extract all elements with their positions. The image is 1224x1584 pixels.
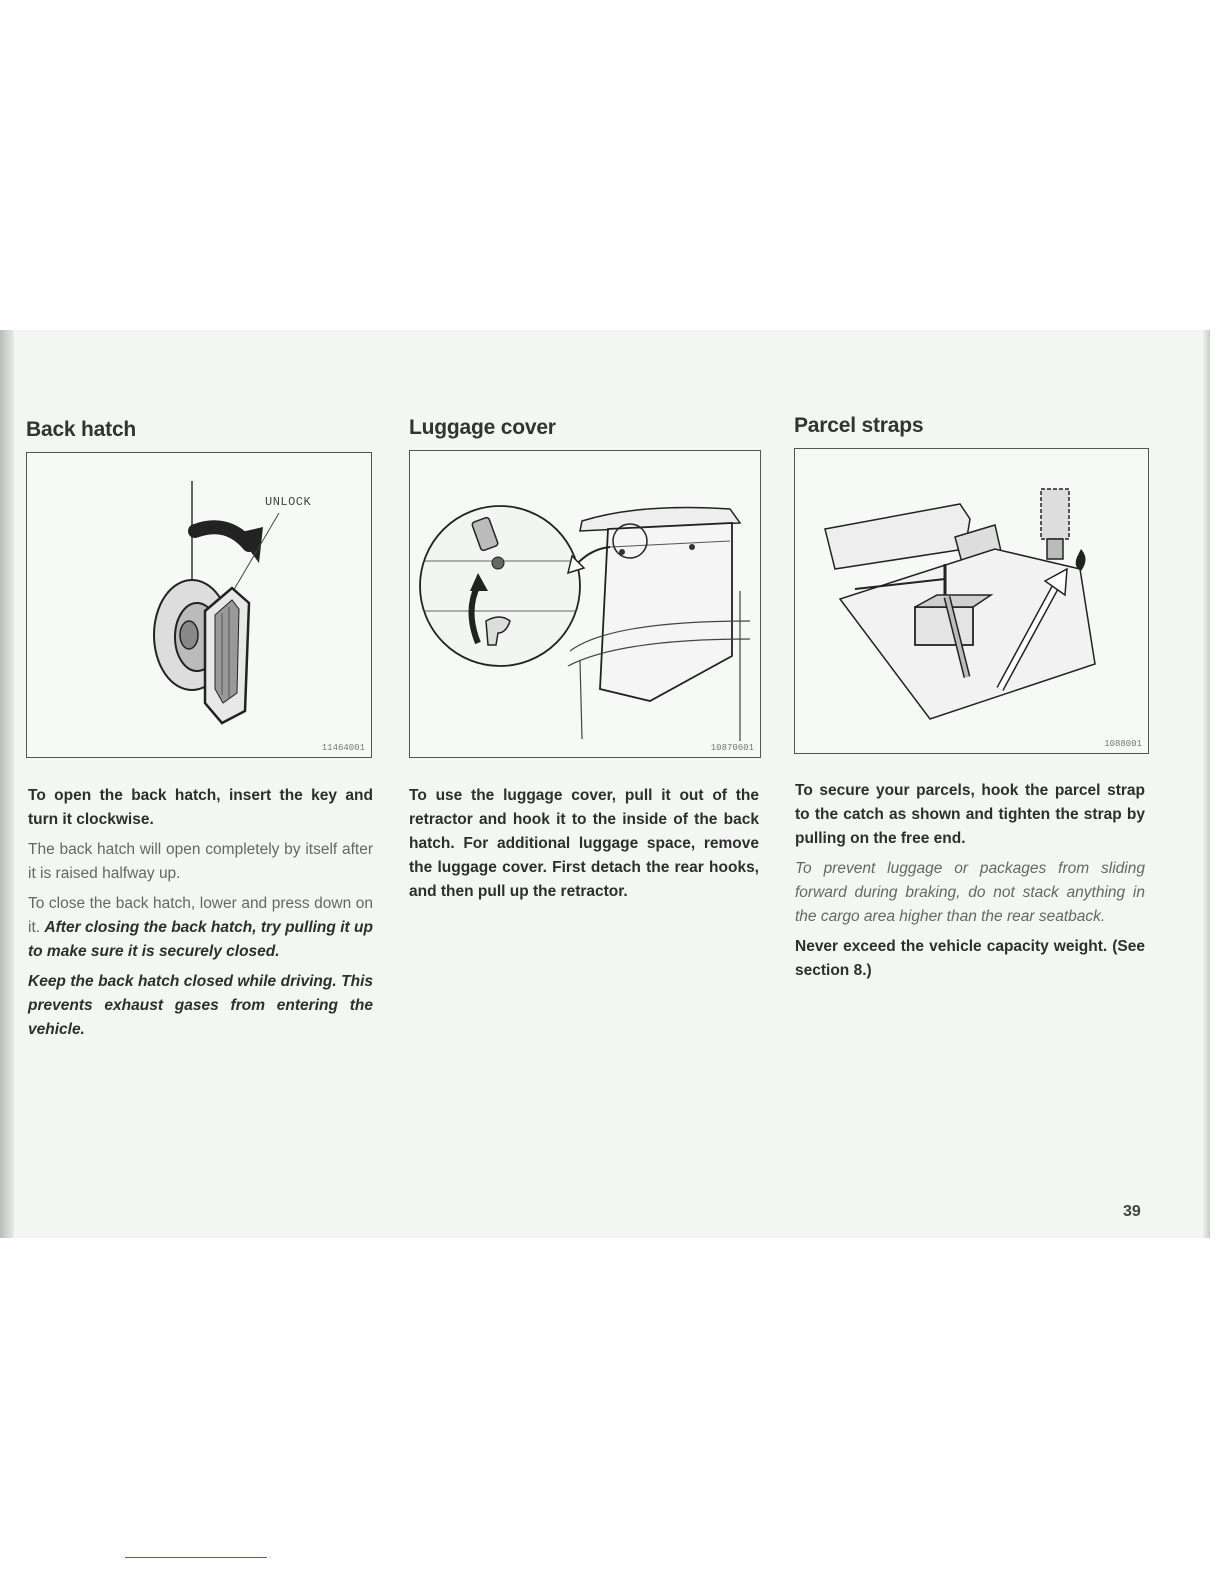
page-edge-shadow — [1202, 330, 1210, 1238]
luggage-cover-figure-code: 10870601 — [710, 743, 754, 753]
luggage-cover-text — [409, 784, 759, 910]
back-hatch-heading: Back hatch — [26, 418, 137, 441]
back-hatch-para-4: Keep the back hatch closed while driving. This prevents exhaust gases from entering the vehicle. — [28, 973, 373, 1038]
back-hatch-text — [28, 784, 373, 1048]
manual-page — [0, 330, 1210, 1238]
back-hatch-para-2: The back hatch will open completely by itself after it is raised halfway up. — [28, 841, 373, 882]
key-unlock-illustration — [27, 453, 371, 757]
parcel-straps-text — [795, 779, 1145, 989]
back-hatch-para-1: To open the back hatch, insert the key and turn it clockwise. — [28, 787, 373, 828]
footer-line — [125, 1557, 267, 1558]
back-hatch-figure — [26, 452, 372, 758]
luggage-cover-heading: Luggage cover — [409, 416, 556, 439]
parcel-straps-figure — [794, 448, 1149, 754]
luggage-cover-para-1: To use the luggage cover, pull it out of the retractor and hook it to the inside of the back hatch. For additional luggage space, remove the luggage cover. First detach the rear hooks, and then pull up the retractor. — [409, 787, 759, 900]
parcel-straps-heading: Parcel straps — [794, 414, 924, 437]
back-hatch-para-3 — [28, 892, 373, 964]
luggage-cover-figure — [409, 450, 761, 758]
page-binding-shadow — [0, 330, 14, 1238]
page-number: 39 — [1123, 1203, 1141, 1220]
luggage-cover-illustration — [410, 451, 760, 757]
back-hatch-figure-code: 11464001 — [321, 743, 365, 753]
back-hatch-para-3-italic: After closing the back hatch, try pulling it up to make sure it is securely closed. — [28, 919, 373, 960]
parcel-straps-figure-code: 1088001 — [1104, 739, 1142, 749]
unlock-label: UNLOCK — [265, 495, 312, 509]
parcel-straps-para-2: To prevent luggage or packages from sliding forward during braking, do not stack anything in the cargo area higher than the rear seatback. — [795, 860, 1145, 925]
back-hatch-para-3-plain: To close the back hatch, lower and press down on it. — [28, 895, 373, 936]
parcel-straps-para-1: To secure your parcels, hook the parcel strap to the catch as shown and tighten the strap by pulling on the free end. — [795, 782, 1145, 847]
parcel-strap-illustration — [795, 449, 1148, 753]
parcel-straps-para-3: Never exceed the vehicle capacity weight. (See section 8.) — [795, 938, 1145, 979]
